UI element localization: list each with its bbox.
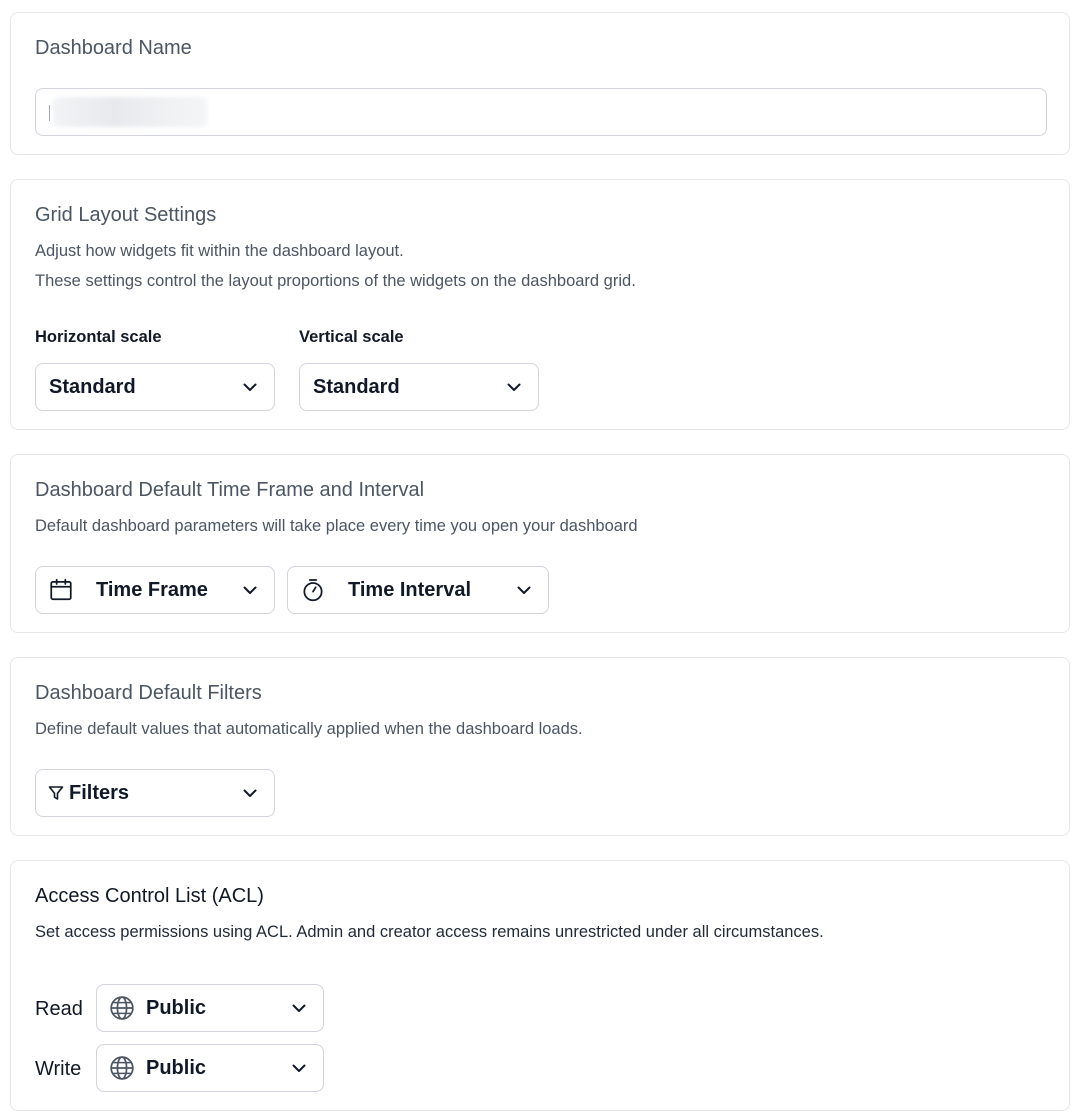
time-interval-label: Time Interval [348, 578, 472, 601]
filter-icon [48, 785, 64, 801]
time-frame-label: Time Frame [96, 578, 208, 601]
filters-select[interactable] [35, 769, 275, 817]
horizontal-scale-select[interactable] [35, 363, 275, 411]
chevron-down-icon [506, 379, 522, 395]
grid-layout-card [10, 179, 1070, 430]
calendar-icon [48, 577, 74, 603]
acl-title: Access Control List (ACL) [35, 885, 264, 907]
filters-description: Define default values that automatically applied when the dashboard loads. [35, 720, 583, 738]
read-permission-select[interactable] [96, 984, 324, 1032]
vertical-scale-value: Standard [313, 375, 400, 398]
acl-description: Set access permissions using ACL. Admin and creator access remains unrestricted under all circumstances. [35, 923, 824, 941]
redacted-name-value [53, 97, 207, 127]
timer-icon [300, 577, 326, 603]
chevron-down-icon [242, 379, 258, 395]
globe-icon [109, 995, 135, 1021]
horizontal-scale-label: Horizontal scale [35, 328, 162, 346]
time-interval-select[interactable] [287, 566, 549, 614]
time-frame-card [10, 454, 1070, 633]
globe-icon [109, 1055, 135, 1081]
time-frame-title: Dashboard Default Time Frame and Interval [35, 479, 425, 501]
filters-title: Dashboard Default Filters [35, 682, 262, 704]
chevron-down-icon [291, 1000, 307, 1016]
vertical-scale-label: Vertical scale [299, 328, 404, 346]
time-frame-description: Default dashboard parameters will take place every time you open your dashboard [35, 517, 638, 535]
write-permission-value: Public [146, 1056, 207, 1079]
dashboard-name-card [10, 12, 1070, 155]
read-label: Read [35, 998, 83, 1020]
filters-label: Filters [69, 781, 130, 804]
grid-layout-description-1: Adjust how widgets fit within the dashboard layout. [35, 242, 404, 260]
chevron-down-icon [242, 582, 258, 598]
text-caret [49, 105, 50, 121]
dashboard-name-title: Dashboard Name [35, 37, 192, 59]
grid-layout-title: Grid Layout Settings [35, 204, 217, 226]
dashboard-name-input[interactable] [35, 88, 1047, 136]
read-permission-value: Public [146, 996, 207, 1019]
chevron-down-icon [242, 785, 258, 801]
horizontal-scale-value: Standard [49, 375, 136, 398]
grid-layout-description-2: These settings control the layout proportions of the widgets on the dashboard grid. [35, 272, 636, 290]
chevron-down-icon [291, 1060, 307, 1076]
write-permission-select[interactable] [96, 1044, 324, 1092]
vertical-scale-select[interactable] [299, 363, 539, 411]
chevron-down-icon [516, 582, 532, 598]
acl-card [10, 860, 1070, 1111]
time-frame-select[interactable] [35, 566, 275, 614]
write-label: Write [35, 1058, 82, 1080]
filters-card [10, 657, 1070, 836]
